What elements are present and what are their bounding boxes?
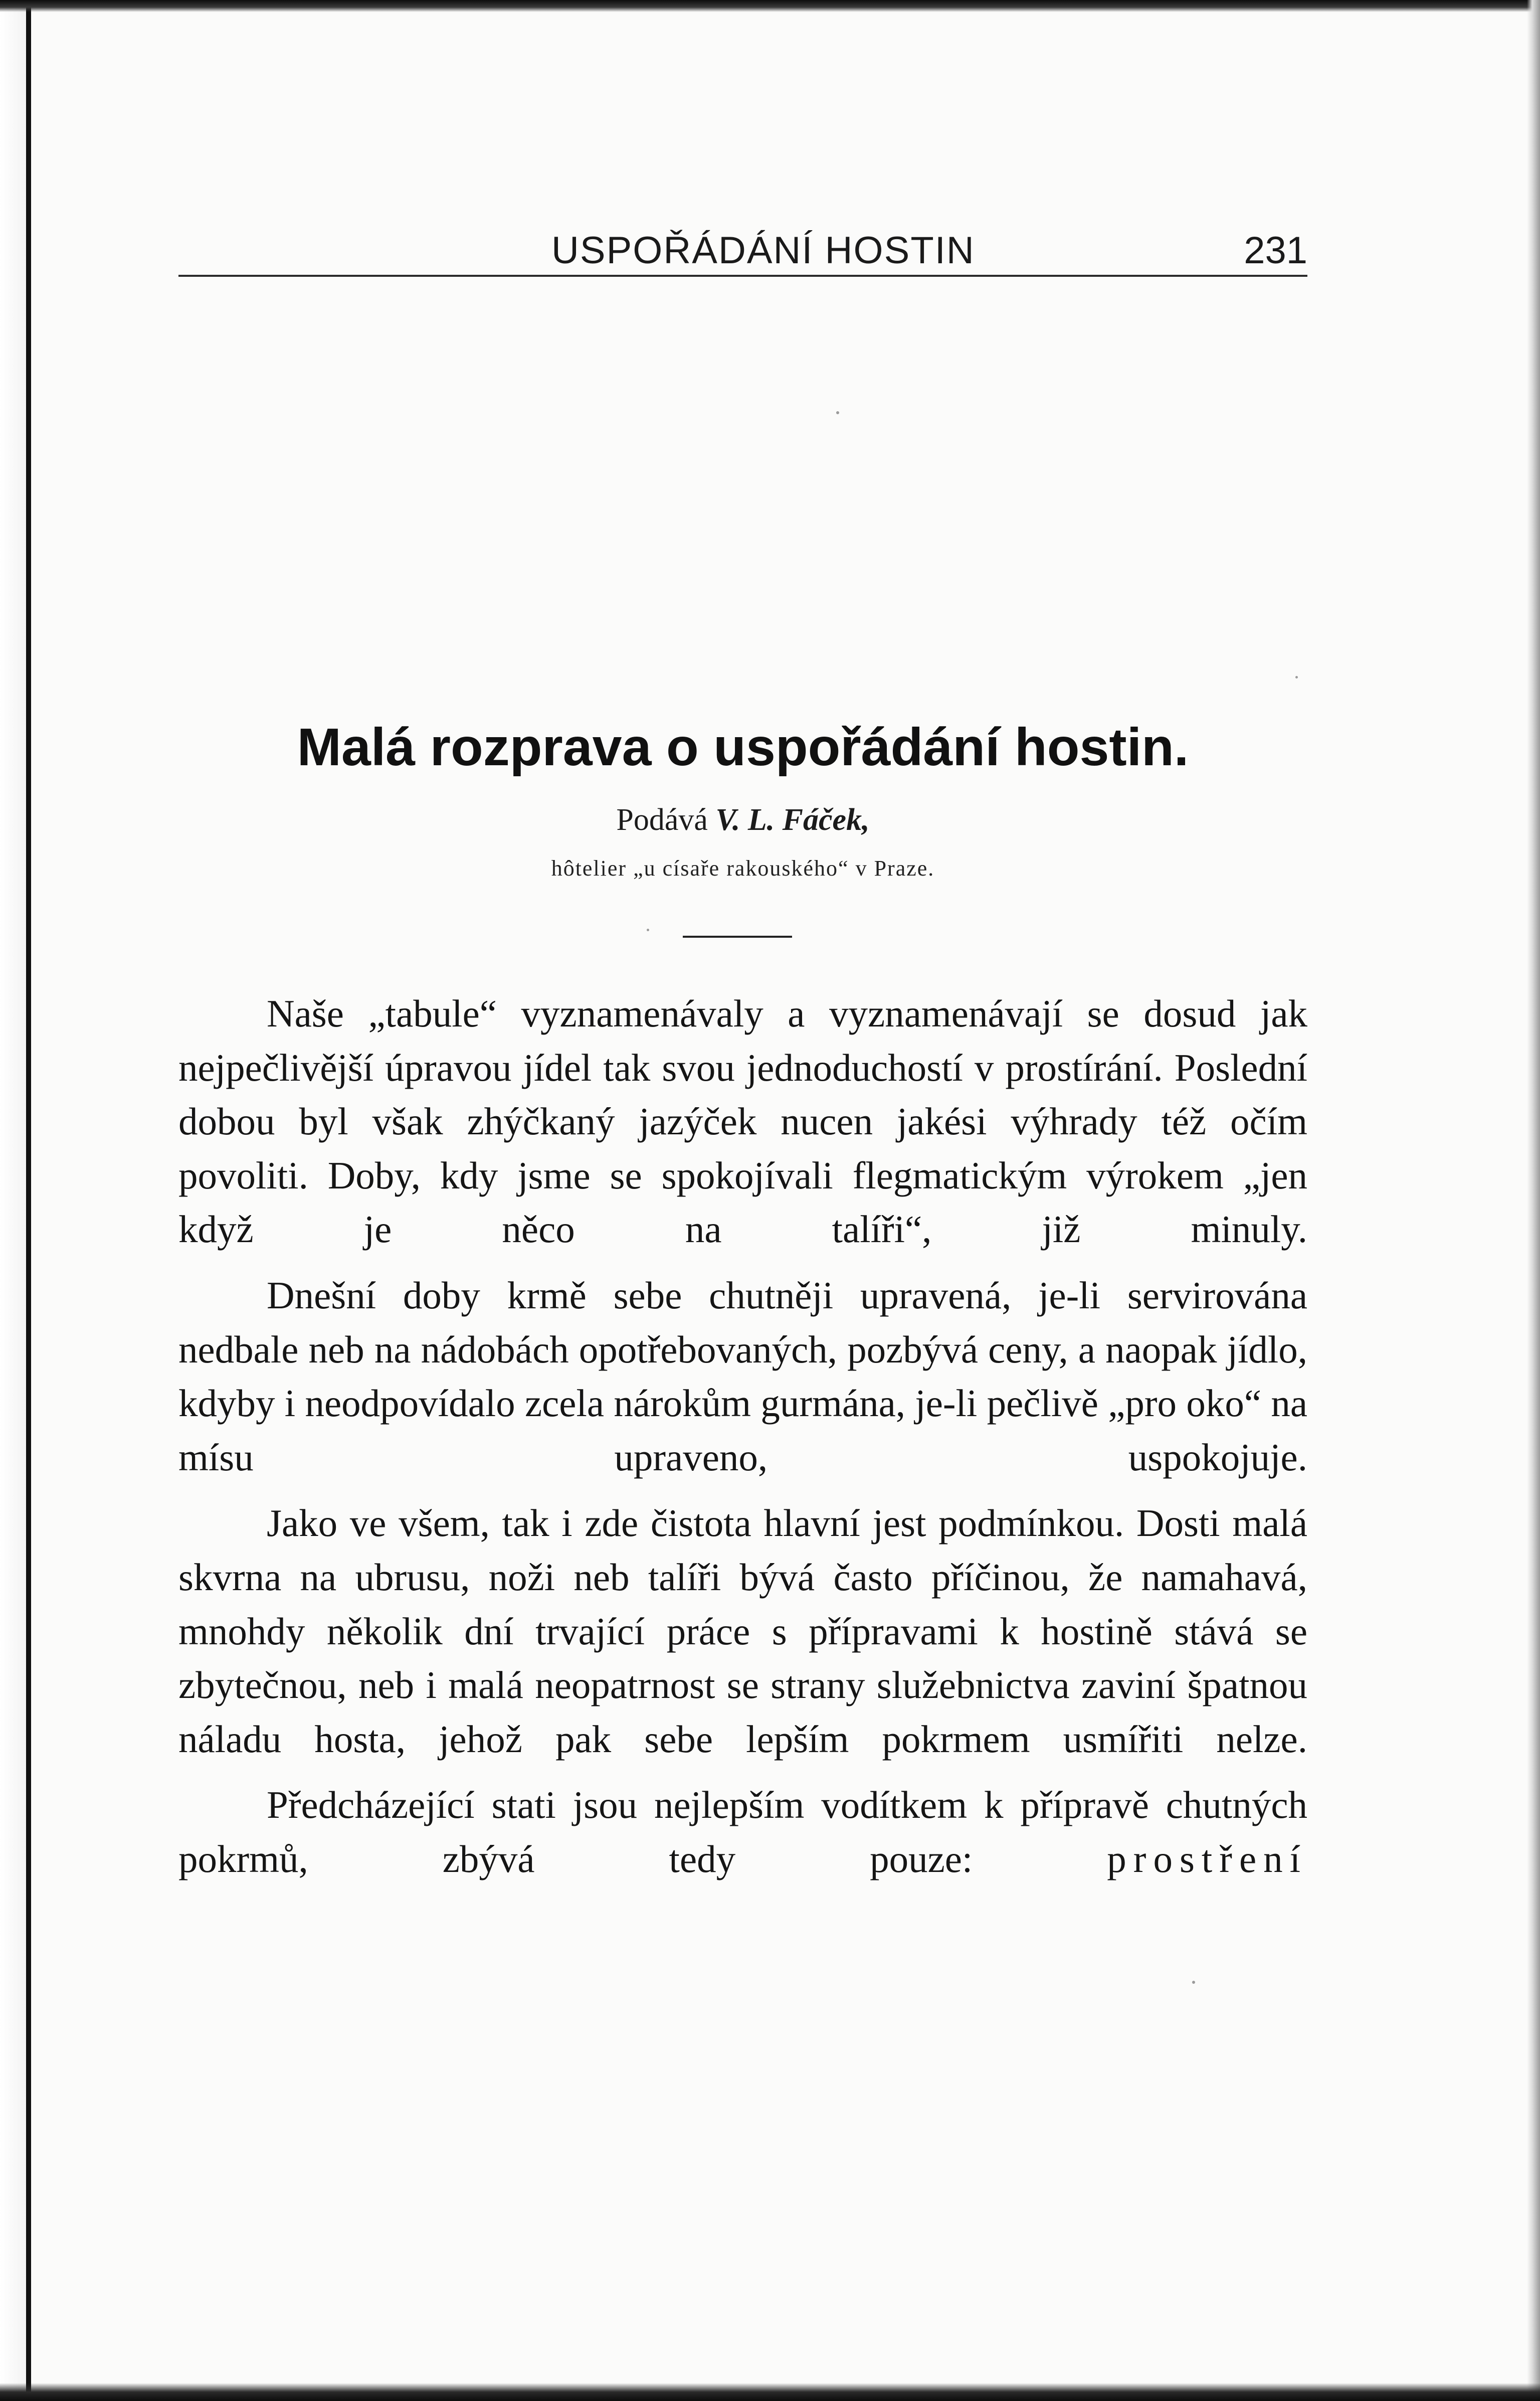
page-number: 231 [1244, 229, 1307, 272]
paragraph [178, 1778, 1307, 1886]
scan-edge-left [26, 0, 31, 2401]
scan-speck [1192, 1981, 1195, 1984]
paragraph-text: Předcházející stati jsou nejlepším vodítkem k přípravě chutných pokrmů, zbývá tedy pouze: [178, 1783, 1307, 1880]
byline [178, 802, 1307, 838]
article-body [178, 987, 1307, 1899]
scan-edge-bottom [0, 2383, 1540, 2401]
scan-speck [1295, 676, 1298, 678]
paragraph-text: Dnešní doby krmě sebe chutněji upravená, je-li servirována nedbale neb na nádobách opotřebovaných, pozbývá ceny, a naopak jídlo, kdyby i neodpovídalo zcela nárokům gurmána, je-li pečlivě „pro oko“ na mísu upraveno, uspokojuje. [178, 1273, 1307, 1479]
section-divider [683, 936, 792, 938]
byline-prefix: Podává [616, 803, 708, 837]
paragraph [178, 987, 1307, 1257]
author-name: V. L. Fáček, [715, 803, 870, 837]
paragraph [178, 1269, 1307, 1484]
scan-speck [647, 929, 649, 931]
spaced-emphasis: prostření [1107, 1837, 1308, 1880]
author-affiliation: hôtelier „u císaře rakouského“ v Praze. [551, 856, 935, 881]
scan-margin-left [0, 0, 26, 2401]
running-head-title: USPOŘÁDÁNÍ HOSTIN [551, 229, 975, 272]
paragraph-text: Naše „tabule“ vyznamenávaly a vyznamenávají se dosud jak nejpečlivější úpravou jídel tak svou jednoduchostí v prostírání. Poslední dobou byl však zhýčkaný jazýček nucen jakési výhrady též očím povoliti. Doby, kdy jsme se spokojívali flegmatickým výrokem „jen když je něco na talíři“, již minuly. [178, 992, 1307, 1251]
paragraph [178, 1496, 1307, 1766]
running-head-rule [178, 275, 1307, 277]
scan-edge-right [1527, 0, 1540, 2401]
article-title: Malá rozprava o uspořádání hostin. [297, 718, 1189, 777]
scan-speck [836, 411, 839, 414]
scan-edge-top [0, 0, 1540, 12]
paragraph-text: Jako ve všem, tak i zde čistota hlavní jest podmínkou. Dosti malá skvrna na ubrusu, noži neb talíři bývá často příčinou, že namahavá, mnohdy několik dní trvající práce s přípravami k hostině stává se zbytečnou, neb i malá neopatrnost se strany služebnictva zaviní špatnou náladu hosta, jehož pak sebe lepším pokrmem usmířiti nelze. [178, 1501, 1307, 1761]
running-head [178, 221, 1307, 280]
